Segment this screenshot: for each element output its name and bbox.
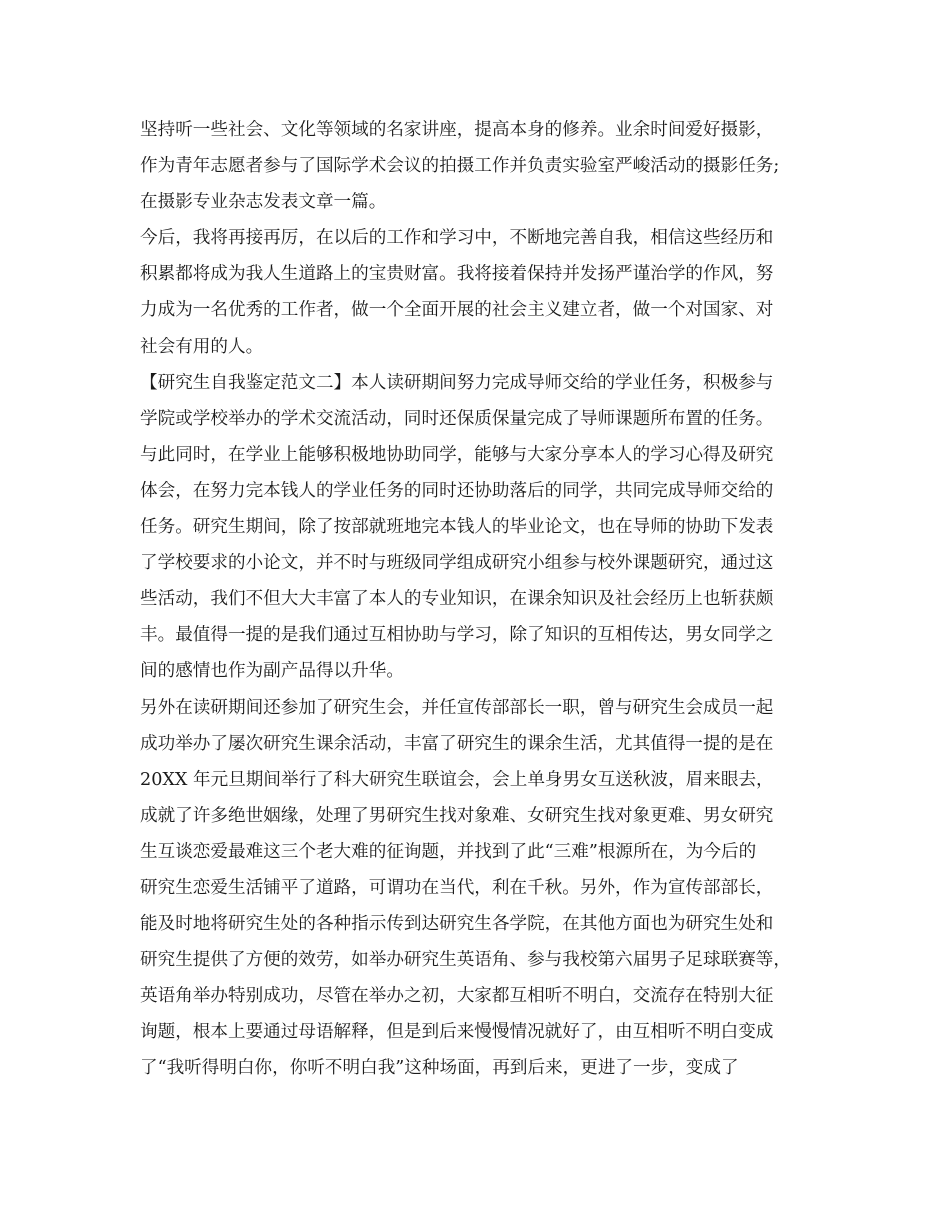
text-line: 研究生提供了方便的效劳，如举办研究生英语角、参与我校第六届男子足球联赛等，	[140, 950, 791, 971]
text-line: 力成为一名优秀的工作者，做一个全面开展的社会主义建立者，做一个对国家、对	[140, 300, 774, 321]
text-line: 与此同时，在学业上能够积极地协助同学，能够与大家分享本人的学习心得及研究	[140, 444, 774, 465]
text-line: 任务。研究生期间，除了按部就班地完本钱人的毕业论文，也在导师的协助下发表	[140, 517, 774, 538]
text-line: 询题，根本上要通过母语解释，但是到后来慢慢情况就好了，由互相听不明白变成	[140, 1022, 774, 1043]
text-line: 英语角举办特别成功，尽管在举办之初，大家都互相听不明白，交流存在特别大征	[140, 986, 774, 1007]
text-line: 间的感情也作为副产品得以升华。	[140, 661, 404, 682]
text-line: 些活动，我们不但大大丰富了本人的专业知识，在课余知识及社会经历上也斩获颇	[140, 589, 774, 610]
text-line: 学院或学校举办的学术交流活动，同时还保质保量完成了导师课题所布置的任务。	[140, 408, 774, 429]
text-line: 了“我听得明白你，你听不明白我”这种场面，再到后来，更进了一步，变成了	[140, 1058, 739, 1079]
text-line: 了学校要求的小论文，并不时与班级同学组成研究小组参与校外课题研究，通过这	[140, 553, 774, 574]
text-line: 社会有用的人。	[140, 336, 264, 357]
text-line: 另外在读研期间还参加了研究生会，并任宣传部部长一职，曾与研究生会成员一起	[140, 697, 774, 718]
text-line: 丰。最值得一提的是我们通过互相协助与学习，除了知识的互相传达，男女同学之	[140, 625, 774, 646]
text-line: 今后，我将再接再厉，在以后的工作和学习中，不断地完善自我，相信这些经历和	[140, 228, 774, 249]
text-line: 体会，在努力完本钱人的学业任务的同时还协助落后的同学，共同完成导师交给的	[140, 480, 774, 501]
body-text	[140, 112, 840, 1087]
text-line: 在摄影专业杂志发表文章一篇。	[140, 192, 387, 213]
text-line: 【研究生自我鉴定范文二】本人读研期间努力完成导师交给的学业任务，积极参与	[140, 372, 774, 393]
text-line: 作为青年志愿者参与了国际学术会议的拍摄工作并负责实验室严峻活动的摄影任务;	[140, 156, 780, 177]
text-line: 生互谈恋爱最难这三个老大难的征询题，并找到了此“三难”根源所在，为今后的	[140, 841, 757, 862]
text-line: 研究生恋爱生活铺平了道路，可谓功在当代，利在千秋。另外，作为宣传部部长，	[140, 877, 774, 898]
text-line: 成就了许多绝世姻缘，处理了男研究生找对象难、女研究生找对象更难、男女研究	[140, 805, 774, 826]
text-line: 20XX 年元旦期间举行了科大研究生联谊会，会上单身男女互送秋波，眉来眼去，	[140, 769, 774, 790]
text-line: 积累都将成为我人生道路上的宝贵财富。我将接着保持并发扬严谨治学的作风，努	[140, 264, 774, 285]
text-line: 能及时地将研究生处的各种指示传到达研究生各学院，在其他方面也为研究生处和	[140, 914, 774, 935]
text-line: 坚持听一些社会、文化等领域的名家讲座，提高本身的修养。业余时间爱好摄影，	[140, 120, 774, 140]
text-line: 成功举办了屡次研究生课余活动，丰富了研究生的课余生活，尤其值得一提的是在	[140, 733, 774, 754]
